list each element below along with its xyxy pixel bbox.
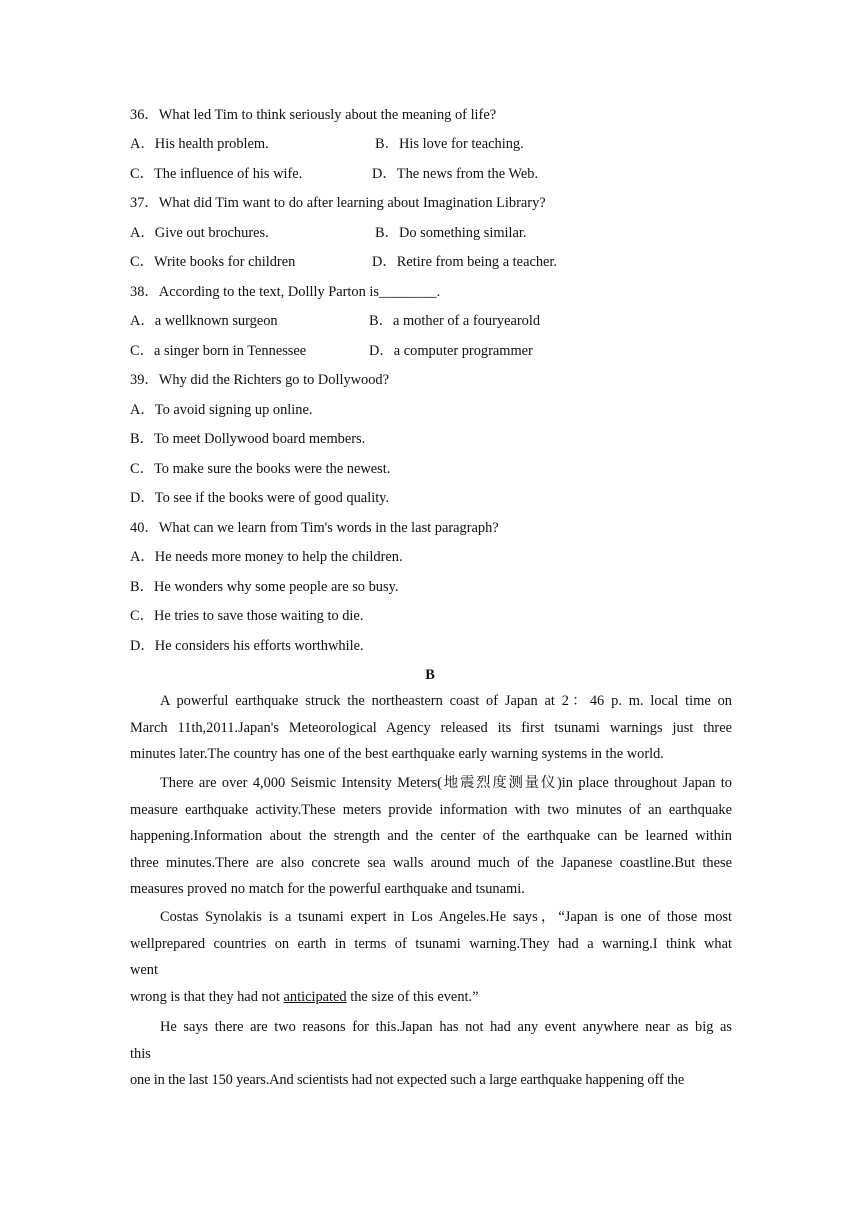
question-number: 36． xyxy=(130,107,159,123)
option-36-c: C．The influence of his wife. xyxy=(130,166,303,182)
question-number: 38． xyxy=(130,284,159,300)
passage-paragraph-4 xyxy=(130,1014,732,1094)
passage-line: Costas Synolakis is a tsunami expert in Los Angeles.He says，“Japan is one of those most xyxy=(160,909,732,925)
passage-line: measure earthquake activity.These meters provide information with two minutes of an earthquake xyxy=(130,801,732,818)
option-39-b: B．To meet Dollywood board members. xyxy=(130,431,366,447)
passage-paragraph-1 xyxy=(130,688,732,768)
option-38-c: C．a singer born in Tennessee xyxy=(130,343,307,359)
passage-line: this xyxy=(130,1045,151,1062)
question-number: 39． xyxy=(130,372,159,388)
question-text: What did Tim want to do after learning about Imagination Library? xyxy=(158,195,546,211)
question-37 xyxy=(130,194,546,212)
question-36 xyxy=(130,106,496,124)
question-number: 37． xyxy=(130,195,159,211)
option-40-d: D．He considers his efforts worthwhile. xyxy=(130,638,364,654)
option-36-b: B．His love for teaching. xyxy=(375,136,524,152)
question-text: According to the text, Dollly Parton is________. xyxy=(158,284,441,300)
passage-line: happening.Information about the strength and the center of the earthquake can be learned within xyxy=(130,828,732,844)
passage-line: went xyxy=(130,962,158,978)
question-39 xyxy=(130,371,389,389)
option-39-c: C．To make sure the books were the newest. xyxy=(130,461,391,477)
passage-line: one in the last 150 years.And scientists had not expected such a large earthquake happening off the xyxy=(130,1072,685,1088)
passage-line: March 11th,2011.Japan's Meteorological Agency released its first tsunami warnings just three xyxy=(130,719,732,736)
passage-line: wrong is that they had not anticipated the size of this event.” xyxy=(130,988,479,1005)
underlined-word: anticipated xyxy=(283,988,347,1005)
question-number: 40． xyxy=(130,520,159,536)
section-heading: B xyxy=(425,667,435,683)
question-text: What can we learn from Tim's words in the last paragraph? xyxy=(158,520,499,536)
option-38-a: A．a wellknown surgeon xyxy=(130,313,278,329)
option-40-a: A．He needs more money to help the children. xyxy=(130,549,403,565)
option-36-d: D．The news from the Web. xyxy=(372,166,539,182)
option-38-d: D．a computer programmer xyxy=(369,343,533,359)
passage-paragraph-2 xyxy=(130,770,732,903)
passage-line: There are over 4,000 Seismic Intensity Meters(地震烈度测量仪)in place throughout Japan to xyxy=(160,775,732,791)
question-text: What led Tim to think seriously about the meaning of life? xyxy=(158,107,497,123)
passage-line: He says there are two reasons for this.Japan has not had any event anywhere near as big as xyxy=(160,1019,732,1035)
passage-line: three minutes.There are also concrete sea walls around much of the Japanese coastline.But these xyxy=(130,854,732,871)
option-40-c: C．He tries to save those waiting to die. xyxy=(130,608,364,624)
passage-line: A powerful earthquake struck the northeastern coast of Japan at 2：46 p. m. local time on xyxy=(160,693,732,709)
option-39-d: D．To see if the books were of good quality. xyxy=(130,490,390,506)
option-37-d: D．Retire from being a teacher. xyxy=(372,254,558,270)
option-38-b: B．a mother of a fouryearold xyxy=(369,313,541,329)
option-40-b: B．He wonders why some people are so busy. xyxy=(130,579,399,595)
passage-line: minutes later.The country has one of the best earthquake early warning systems in the world. xyxy=(130,746,664,762)
passage-line: measures proved no match for the powerful earthquake and tsunami. xyxy=(130,881,525,897)
option-37-c: C．Write books for children xyxy=(130,254,296,270)
question-text: Why did the Richters go to Dollywood? xyxy=(158,372,390,388)
option-37-b: B．Do something similar. xyxy=(375,225,527,241)
passage-paragraph-3 xyxy=(130,904,732,1010)
passage-line: wellprepared countries on earth in terms of tsunami warning.They had a warning.I think what xyxy=(130,935,732,952)
option-39-a: A．To avoid signing up online. xyxy=(130,402,313,418)
option-36-a: A．His health problem. xyxy=(130,136,269,152)
question-40 xyxy=(130,519,499,537)
question-38 xyxy=(130,283,440,301)
option-37-a: A．Give out brochures. xyxy=(130,225,269,241)
